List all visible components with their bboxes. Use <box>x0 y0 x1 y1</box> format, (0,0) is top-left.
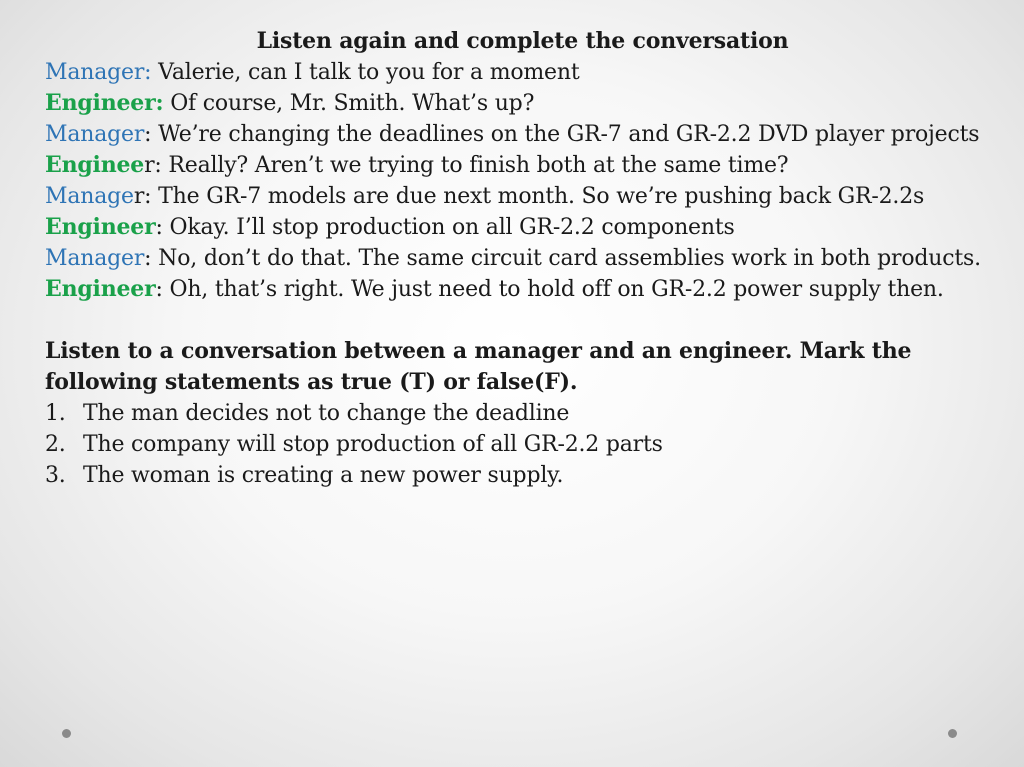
dialogue-line <box>45 181 1000 212</box>
statement-text: The company will stop production of all GR-2.2 parts <box>83 432 663 457</box>
speaker-colon: : <box>144 60 152 85</box>
dialogue-line <box>45 212 1000 243</box>
speaker-colon: : <box>155 215 163 240</box>
speaker-colon: r: <box>133 184 152 209</box>
statement-list <box>45 398 1000 491</box>
slide-content <box>45 26 1000 491</box>
spacer <box>45 305 1000 336</box>
list-item <box>45 429 1000 460</box>
speaker-label: Manager <box>45 60 145 85</box>
statement-text: The man decides not to change the deadline <box>83 401 570 426</box>
corner-dot-left <box>62 729 71 738</box>
statement-text: The woman is creating a new power supply. <box>83 463 564 488</box>
dialogue-line <box>45 150 1000 181</box>
speaker-label: Manage <box>45 184 134 209</box>
dialogue-text: Oh, that’s right. We just need to hold off on GR-2.2 power supply then. <box>162 277 944 302</box>
speaker-label: Engineer <box>45 90 156 116</box>
list-item <box>45 460 1000 491</box>
speaker-colon: : <box>144 246 152 271</box>
dialogue-line <box>45 88 1000 119</box>
dialogue-text: We’re changing the deadlines on the GR-7 and GR-2.2 DVD player projects <box>151 122 980 147</box>
dialogue-line <box>45 274 1000 305</box>
dialogue-text: Of course, Mr. Smith. What’s up? <box>163 91 535 116</box>
speaker-label: Engineer <box>45 276 156 302</box>
statement-number: 1. <box>45 401 66 426</box>
speaker-colon: : <box>155 90 164 116</box>
dialogue-line <box>45 119 1000 150</box>
slide-title: Listen again and complete the conversation <box>256 28 789 54</box>
corner-dot-right <box>948 729 957 738</box>
speaker-label: Manager <box>45 246 145 271</box>
dialogue-text: Valerie, can I talk to you for a moment <box>151 60 580 85</box>
task-instructions: Listen to a conversation between a manager and an engineer. Mark the following statements as true (T) or false(F). <box>45 338 912 395</box>
list-item <box>45 398 1000 429</box>
dialogue-text: Really? Aren’t we trying to finish both at the same time? <box>161 153 789 178</box>
speaker-colon: r: <box>144 153 162 178</box>
statement-number: 3. <box>45 463 66 488</box>
speaker-colon: : <box>155 277 163 302</box>
dialogue-text: Okay. I’ll stop production on all GR-2.2 components <box>162 215 735 240</box>
dialogue-line <box>45 57 1000 88</box>
dialogue <box>45 57 1000 305</box>
speaker-label: Engineer <box>45 214 156 240</box>
statement-number: 2. <box>45 432 66 457</box>
dialogue-text: No, don’t do that. The same circuit card assemblies work in both products. <box>151 246 981 271</box>
speaker-label: Enginee <box>45 152 145 178</box>
speaker-colon: : <box>144 122 152 147</box>
dialogue-text: The GR-7 models are due next month. So we’re pushing back GR-2.2s <box>151 184 925 209</box>
dialogue-line <box>45 243 1000 274</box>
speaker-label: Manager <box>45 122 145 147</box>
